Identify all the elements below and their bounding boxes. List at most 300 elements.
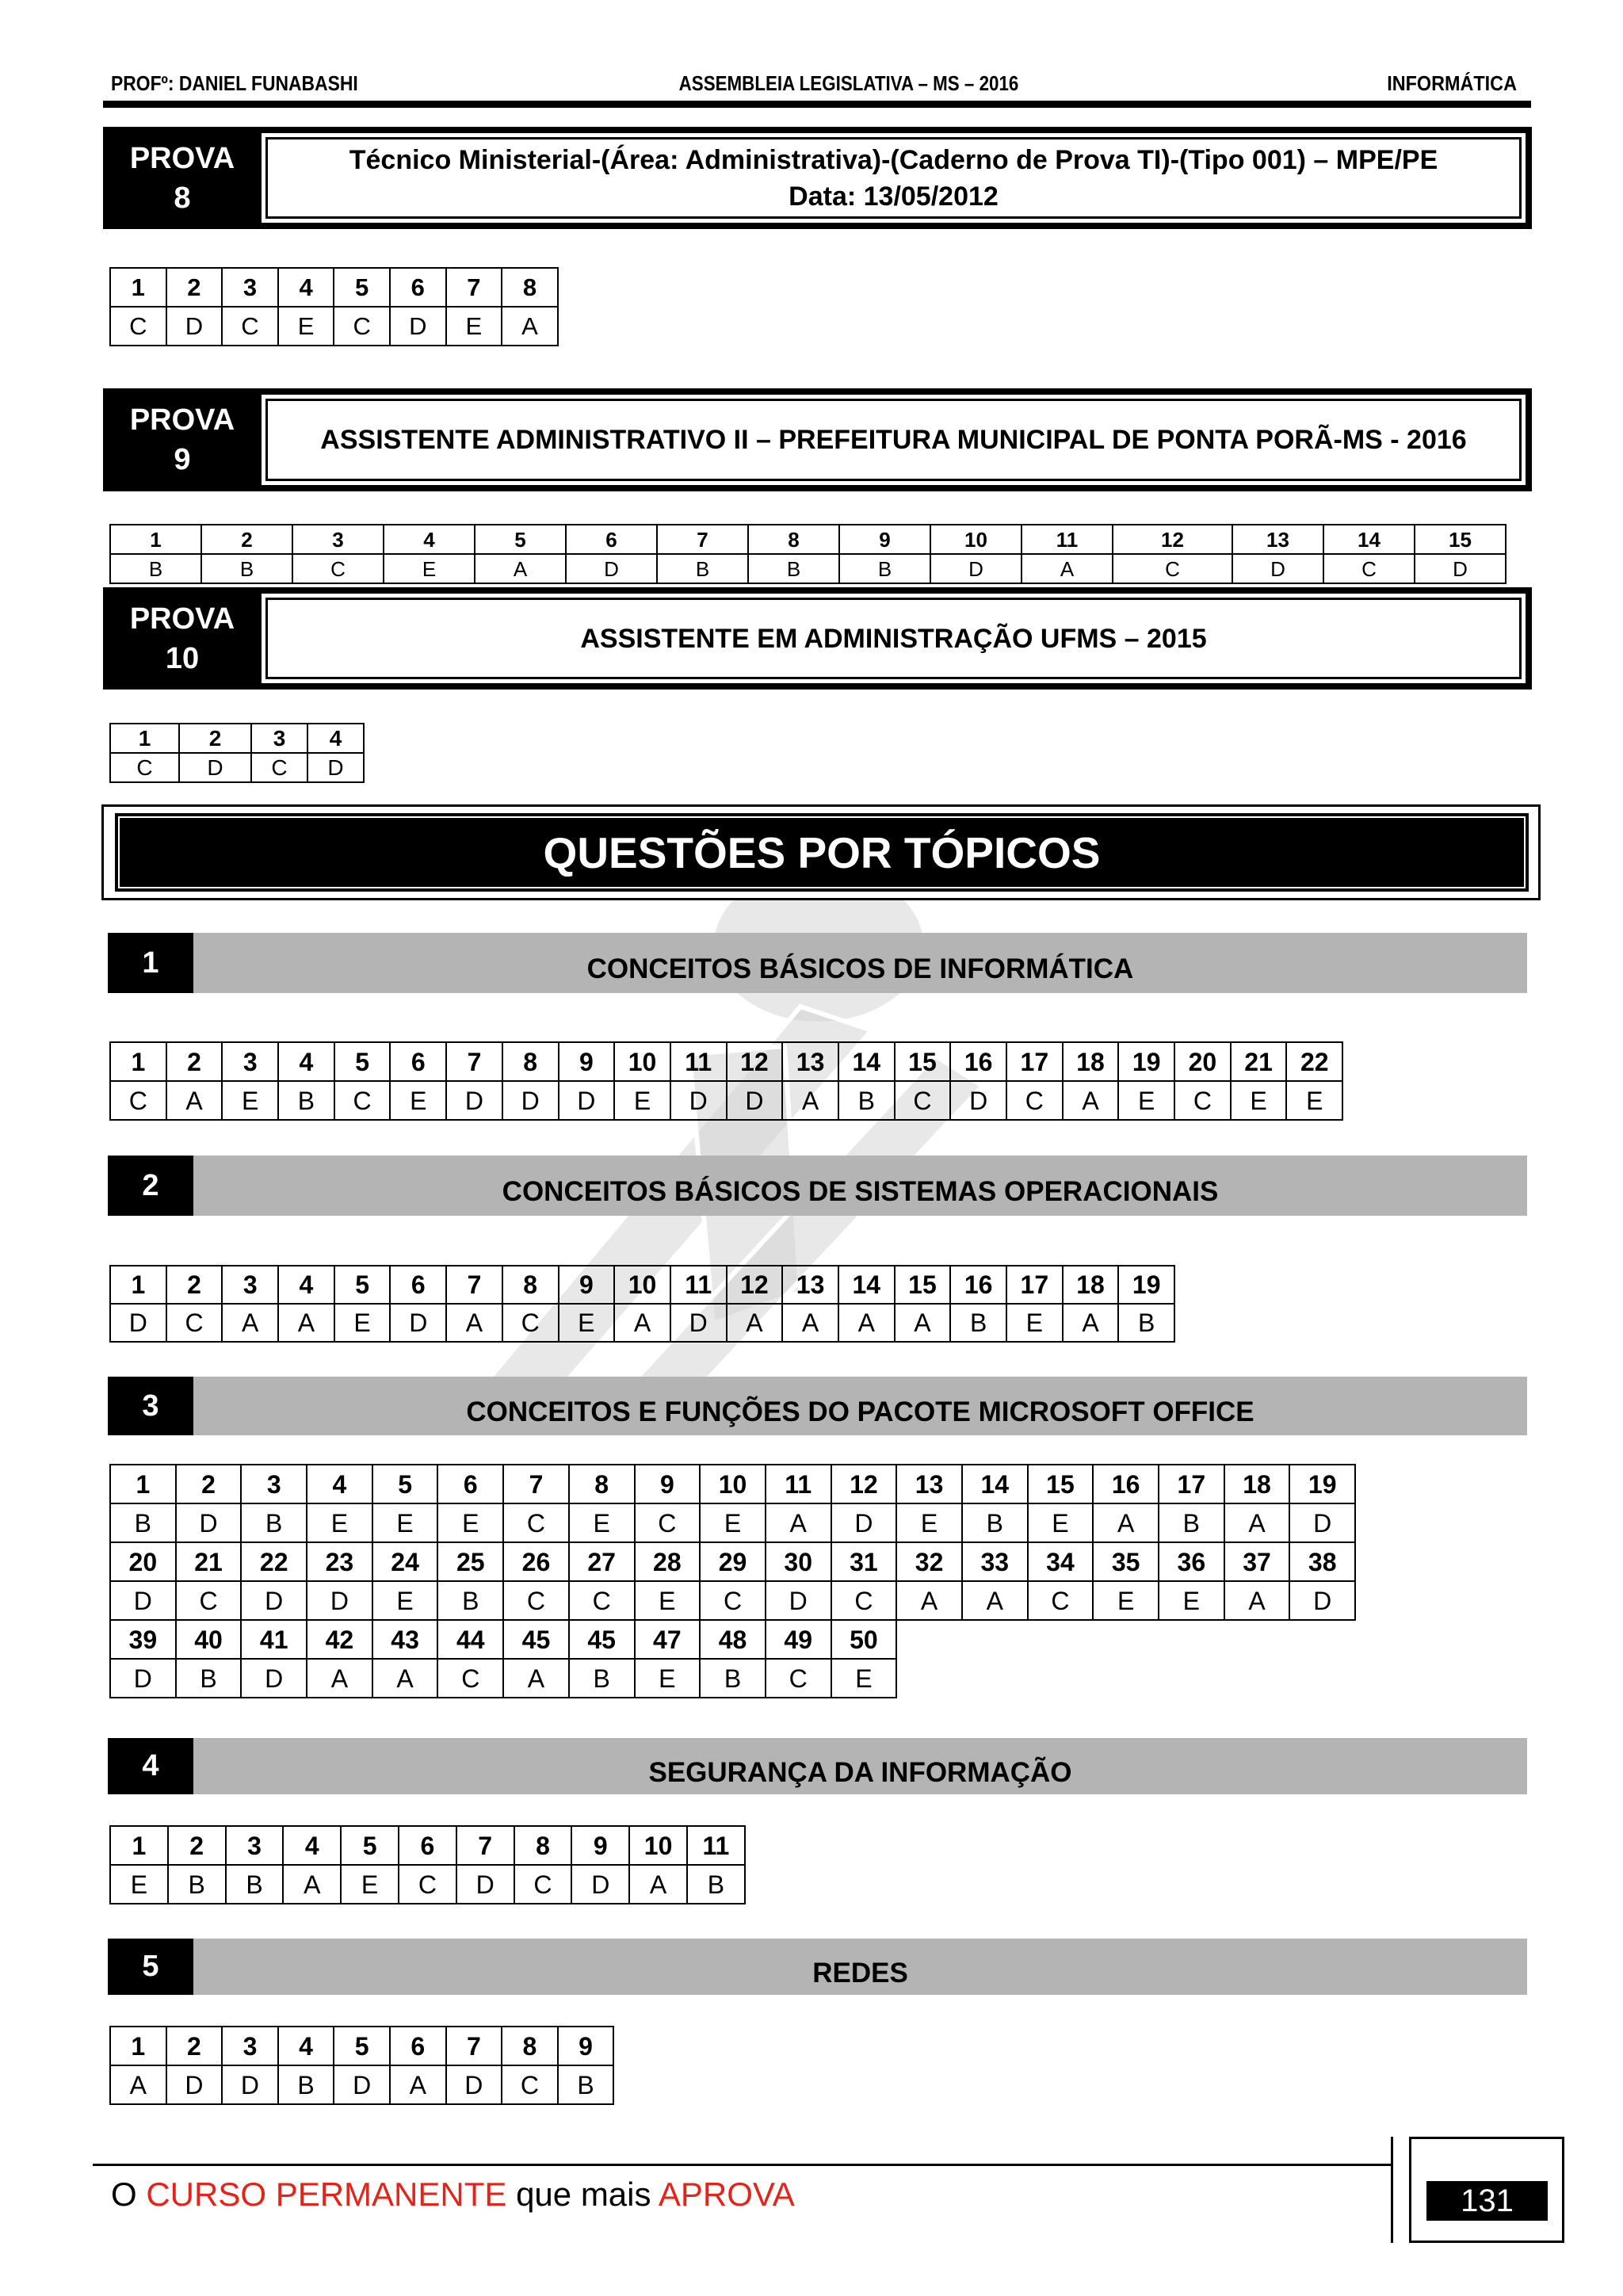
answer-letter-cell: C xyxy=(110,307,166,346)
question-number-cell: 23 xyxy=(307,1542,372,1581)
topic-title: CONCEITOS E FUNÇÕES DO PACOTE MICROSOFT OFFICE xyxy=(466,1396,1254,1427)
answer-key-table xyxy=(109,1464,1356,1698)
question-number-cell: 38 xyxy=(1289,1542,1355,1581)
topic-2-bar xyxy=(108,1156,1527,1216)
answer-letter-cell: E xyxy=(569,1503,635,1542)
question-number-cell: 16 xyxy=(950,1266,1006,1304)
topic-title-band xyxy=(193,1738,1527,1794)
answer-letter-cell: B xyxy=(110,554,201,583)
question-number-cell: 8 xyxy=(502,1266,559,1304)
question-number-cell: 6 xyxy=(566,525,657,554)
question-number-cell: 10 xyxy=(629,1826,687,1865)
answer-letter-cell: D xyxy=(334,2065,390,2104)
answer-letter-cell: A xyxy=(390,2065,446,2104)
question-number-cell: 7 xyxy=(446,1266,502,1304)
prova-8-answer-key xyxy=(109,267,559,346)
question-number-cell: 8 xyxy=(569,1465,635,1503)
question-number-cell: 9 xyxy=(559,1042,615,1081)
question-number-cell: 1 xyxy=(110,1826,168,1865)
answer-letter-cell: C xyxy=(110,753,179,782)
prova-title: Técnico Ministerial-(Área: Administrativa)-(Caderno de Prova TI)-(Tipo 001) – MPE/PE xyxy=(349,144,1438,175)
question-number-cell: 5 xyxy=(475,525,566,554)
answer-letter-cell: C xyxy=(399,1865,456,1904)
answer-letter-cell: C xyxy=(334,307,390,346)
question-number-cell: 17 xyxy=(1006,1266,1063,1304)
answer-letter-cell: C xyxy=(514,1865,572,1904)
answer-letter-cell: B xyxy=(839,554,930,583)
answer-letter-cell: E xyxy=(222,1081,278,1120)
question-number-cell: 14 xyxy=(962,1465,1028,1503)
question-number-cell: 6 xyxy=(390,1042,446,1081)
prova-date: Data: 13/05/2012 xyxy=(789,181,999,212)
prova-title: ASSISTENTE ADMINISTRATIVO II – PREFEITURA MUNICIPAL DE PONTA PORÃ-MS - 2016 xyxy=(320,425,1467,455)
answer-letter-row xyxy=(110,307,558,346)
answer-letter-row xyxy=(110,753,364,782)
answer-letter-cell: D xyxy=(241,1659,307,1698)
answer-key-table xyxy=(109,267,559,346)
question-number-row xyxy=(110,1266,1174,1304)
question-number-row xyxy=(110,525,1506,554)
answer-letter-row xyxy=(110,1659,1355,1698)
prova-title-panel xyxy=(262,133,1526,223)
answer-key-table xyxy=(109,524,1507,584)
answer-letter-cell: D xyxy=(176,1503,242,1542)
question-number-cell: 45 xyxy=(569,1620,635,1659)
answer-letter-cell: A xyxy=(446,1304,502,1342)
question-number-cell: 7 xyxy=(446,2027,502,2065)
answer-letter-cell: A xyxy=(283,1865,341,1904)
question-number-cell: 12 xyxy=(831,1465,897,1503)
answer-letter-cell: E xyxy=(831,1659,897,1698)
question-number-cell: 19 xyxy=(1118,1266,1174,1304)
prova-label-block xyxy=(103,127,262,229)
answer-letter-cell: A xyxy=(502,307,558,346)
topic-title: CONCEITOS BÁSICOS DE INFORMÁTICA xyxy=(586,953,1134,984)
answer-letter-cell: D xyxy=(446,1081,502,1120)
question-number-cell: 3 xyxy=(222,268,278,307)
prova-title-frame xyxy=(265,399,1522,481)
answer-letter-cell: E xyxy=(110,1865,168,1904)
answer-letter-cell: C xyxy=(334,1081,391,1120)
answer-letter-cell: D xyxy=(831,1503,897,1542)
answer-letter-cell: E xyxy=(384,554,475,583)
question-number-cell: 17 xyxy=(1006,1042,1063,1081)
answer-key-table xyxy=(109,1041,1343,1121)
question-number-cell: 4 xyxy=(278,1266,334,1304)
answer-letter-cell: A xyxy=(1063,1081,1119,1120)
question-number-cell: 5 xyxy=(341,1826,399,1865)
question-number-cell: 4 xyxy=(384,525,475,554)
question-number-cell: 27 xyxy=(569,1542,635,1581)
question-number-cell: 3 xyxy=(226,1826,284,1865)
answer-letter-cell: D xyxy=(1289,1581,1355,1620)
question-number-cell: 16 xyxy=(950,1042,1006,1081)
answer-letter-cell: A xyxy=(1224,1581,1290,1620)
answer-letter-cell: D xyxy=(1289,1503,1355,1542)
question-number-cell: 4 xyxy=(278,1042,334,1081)
question-number-cell: 7 xyxy=(503,1465,569,1503)
question-number-cell: 19 xyxy=(1118,1042,1174,1081)
answer-letter-cell: D xyxy=(390,1304,446,1342)
topic-title: REDES xyxy=(812,1957,908,1988)
answer-letter-cell: E xyxy=(437,1503,503,1542)
answer-letter-cell: C xyxy=(110,1081,166,1120)
prova-number: 9 xyxy=(174,443,191,476)
answer-letter-cell: D xyxy=(110,1659,176,1698)
answer-letter-cell: B xyxy=(748,554,839,583)
prova-label-block xyxy=(103,587,262,690)
question-number-cell: 30 xyxy=(766,1542,831,1581)
question-number-cell: 6 xyxy=(390,2027,446,2065)
question-number-cell: 36 xyxy=(1159,1542,1224,1581)
question-number-cell: 10 xyxy=(614,1266,670,1304)
answer-letter-cell: B xyxy=(176,1659,242,1698)
slogan-highlight: CURSO PERMANENTE xyxy=(146,2176,507,2213)
question-number-cell: 2 xyxy=(166,268,223,307)
question-number-cell: 9 xyxy=(559,1266,615,1304)
question-number-cell: 15 xyxy=(1028,1465,1094,1503)
slogan-part: O xyxy=(111,2176,137,2213)
question-number-cell: 29 xyxy=(700,1542,766,1581)
question-number-cell: 12 xyxy=(727,1042,783,1081)
answer-letter-cell: A xyxy=(629,1865,687,1904)
question-number-cell: 8 xyxy=(748,525,839,554)
answer-letter-cell: E xyxy=(390,1081,446,1120)
question-number-row xyxy=(110,2027,613,2065)
footer-rule xyxy=(93,2164,1392,2166)
answer-letter-cell: D xyxy=(166,2065,223,2104)
answer-letter-cell: A xyxy=(222,1304,278,1342)
answer-letter-cell: C xyxy=(437,1659,503,1698)
answer-letter-cell: E xyxy=(372,1503,438,1542)
answer-letter-cell: D xyxy=(571,1865,629,1904)
question-number-cell: 11 xyxy=(687,1826,745,1865)
question-number-cell: 7 xyxy=(657,525,748,554)
answer-letter-cell: C xyxy=(292,554,384,583)
question-number-cell: 9 xyxy=(839,525,930,554)
question-number-cell: 22 xyxy=(1286,1042,1342,1081)
question-number-cell: 1 xyxy=(110,1042,166,1081)
question-number-cell: 13 xyxy=(782,1042,838,1081)
topic-5-answer-key xyxy=(109,2026,614,2105)
question-number-cell: 12 xyxy=(727,1266,783,1304)
answer-letter-cell: C xyxy=(1174,1081,1231,1120)
prova-title-panel xyxy=(262,395,1526,485)
topic-title-band xyxy=(193,1377,1527,1435)
question-number-cell: 28 xyxy=(635,1542,701,1581)
topic-1-answer-key xyxy=(109,1041,1343,1121)
answer-letter-cell: D xyxy=(727,1081,783,1120)
answer-letter-cell: C xyxy=(831,1581,897,1620)
answer-letter-cell: D xyxy=(766,1581,831,1620)
topic-title-band xyxy=(193,1156,1527,1216)
answer-letter-cell: E xyxy=(334,1304,391,1342)
answer-letter-row xyxy=(110,1865,745,1904)
footer-slogan xyxy=(111,2176,795,2214)
question-number-cell: 10 xyxy=(930,525,1022,554)
answer-letter-cell: C xyxy=(895,1081,951,1120)
question-number-cell: 15 xyxy=(895,1266,951,1304)
question-number-cell: 9 xyxy=(571,1826,629,1865)
answer-letter-cell: D xyxy=(446,2065,502,2104)
answer-letter-cell: D xyxy=(502,1081,559,1120)
answer-letter-cell: A xyxy=(895,1304,951,1342)
answer-letter-cell: D xyxy=(110,1304,166,1342)
question-number-cell: 3 xyxy=(251,724,307,753)
question-number-cell: 10 xyxy=(700,1465,766,1503)
answer-letter-cell: A xyxy=(962,1581,1028,1620)
answer-letter-cell: E xyxy=(372,1581,438,1620)
topic-4-bar xyxy=(108,1738,1527,1794)
answer-letter-cell: E xyxy=(700,1503,766,1542)
question-number-cell: 19 xyxy=(1289,1465,1355,1503)
question-number-cell: 6 xyxy=(390,1266,446,1304)
answer-letter-cell: D xyxy=(670,1081,727,1120)
question-number-row xyxy=(110,1620,1355,1659)
question-number-cell: 5 xyxy=(334,268,390,307)
answer-letter-cell: D xyxy=(222,2065,278,2104)
answer-letter-cell: C xyxy=(503,1503,569,1542)
answer-key-table xyxy=(109,2026,614,2105)
answer-letter-cell: D xyxy=(390,307,446,346)
answer-letter-cell: D xyxy=(110,1581,176,1620)
answer-letter-cell: D xyxy=(456,1865,514,1904)
question-number-cell: 50 xyxy=(831,1620,897,1659)
answer-letter-cell: A xyxy=(896,1581,962,1620)
answer-letter-cell: A xyxy=(475,554,566,583)
question-number-row xyxy=(110,268,558,307)
topic-number: 5 xyxy=(108,1939,193,1995)
question-number-cell: 2 xyxy=(166,1042,223,1081)
question-number-cell: 18 xyxy=(1063,1042,1119,1081)
topic-3-bar xyxy=(108,1377,1527,1435)
question-number-cell: 43 xyxy=(372,1620,438,1659)
topic-5-bar xyxy=(108,1939,1527,1995)
answer-letter-cell: D xyxy=(950,1081,1006,1120)
topic-number: 2 xyxy=(108,1156,193,1216)
answer-letter-cell: C xyxy=(766,1659,831,1698)
question-number-cell: 6 xyxy=(437,1465,503,1503)
answer-letter-cell: D xyxy=(930,554,1022,583)
question-number-cell: 1 xyxy=(110,525,201,554)
topic-number: 1 xyxy=(108,933,193,993)
question-number-cell: 35 xyxy=(1093,1542,1159,1581)
question-number-cell: 2 xyxy=(179,724,251,753)
prova-number: 8 xyxy=(174,181,191,215)
answer-letter-row xyxy=(110,2065,613,2104)
answer-letter-cell: C xyxy=(503,1581,569,1620)
question-number-cell: 13 xyxy=(896,1465,962,1503)
question-number-cell: 10 xyxy=(614,1042,670,1081)
answer-letter-cell: B xyxy=(1118,1304,1174,1342)
answer-letter-cell: A xyxy=(1063,1304,1119,1342)
question-number-cell: 15 xyxy=(895,1042,951,1081)
answer-letter-cell: A xyxy=(614,1304,670,1342)
prova-title-frame xyxy=(265,137,1522,219)
question-number-cell: 5 xyxy=(372,1465,438,1503)
question-number-cell: 25 xyxy=(437,1542,503,1581)
answer-letter-cell: D xyxy=(1415,554,1506,583)
answer-letter-cell: C xyxy=(176,1581,242,1620)
answer-letter-cell: A xyxy=(110,2065,166,2104)
answer-letter-cell: B xyxy=(437,1581,503,1620)
answer-key-table xyxy=(109,1265,1175,1343)
question-number-cell: 3 xyxy=(222,2027,278,2065)
question-number-cell: 39 xyxy=(110,1620,176,1659)
topic-2-answer-key xyxy=(109,1265,1175,1343)
answer-letter-cell: E xyxy=(446,307,502,346)
question-number-cell: 47 xyxy=(635,1620,701,1659)
question-number-row xyxy=(110,1465,1355,1503)
topic-4-answer-key xyxy=(109,1825,746,1904)
question-number-cell: 31 xyxy=(831,1542,897,1581)
question-number-cell: 1 xyxy=(110,268,166,307)
question-number-cell: 6 xyxy=(390,268,446,307)
answer-letter-cell: E xyxy=(1231,1081,1287,1120)
question-number-cell: 4 xyxy=(283,1826,341,1865)
question-number-cell: 13 xyxy=(1232,525,1323,554)
answer-letter-cell: A xyxy=(166,1081,223,1120)
answer-letter-cell: B xyxy=(168,1865,226,1904)
answer-letter-cell: C xyxy=(251,753,307,782)
question-number-cell: 18 xyxy=(1063,1266,1119,1304)
header-author: PROFº: DANIEL FUNABASHI xyxy=(111,71,358,95)
question-number-cell: 2 xyxy=(176,1465,242,1503)
slogan-part: que mais xyxy=(516,2176,651,2213)
question-number-cell: 45 xyxy=(503,1620,569,1659)
answer-letter-cell: C xyxy=(700,1581,766,1620)
answer-letter-cell: D xyxy=(559,1081,615,1120)
question-number-cell: 5 xyxy=(334,1042,391,1081)
answer-letter-cell: B xyxy=(278,1081,334,1120)
question-number-cell: 1 xyxy=(110,1465,176,1503)
answer-letter-cell: A xyxy=(372,1659,438,1698)
answer-letter-cell: D xyxy=(566,554,657,583)
answer-letter-cell: C xyxy=(502,1304,559,1342)
section-banner-fill xyxy=(115,813,1529,892)
answer-letter-cell: E xyxy=(635,1659,701,1698)
question-number-cell: 5 xyxy=(334,1266,391,1304)
answer-letter-cell: A xyxy=(782,1304,838,1342)
answer-letter-cell: E xyxy=(307,1503,372,1542)
answer-letter-cell: C xyxy=(502,2065,558,2104)
question-number-cell: 7 xyxy=(446,268,502,307)
topic-1-bar xyxy=(108,933,1527,993)
question-number-cell: 16 xyxy=(1093,1465,1159,1503)
answer-letter-cell: B xyxy=(657,554,748,583)
answer-letter-cell: C xyxy=(166,1304,223,1342)
topic-title: CONCEITOS BÁSICOS DE SISTEMAS OPERACIONAIS xyxy=(502,1176,1219,1207)
prova-label: PROVA xyxy=(129,602,235,636)
question-number-cell: 13 xyxy=(782,1266,838,1304)
prova-9-answer-key xyxy=(109,524,1507,584)
answer-letter-cell: B xyxy=(950,1304,1006,1342)
question-number-cell: 4 xyxy=(307,1465,372,1503)
answer-key-table xyxy=(109,723,365,783)
question-number-cell: 1 xyxy=(110,1266,166,1304)
question-number-cell: 1 xyxy=(110,724,179,753)
answer-letter-cell: E xyxy=(278,307,334,346)
answer-letter-row xyxy=(110,1503,1355,1542)
topic-title-band xyxy=(193,1939,1527,1995)
answer-letter-cell: B xyxy=(278,2065,334,2104)
answer-letter-row xyxy=(110,1081,1342,1120)
topic-number: 4 xyxy=(108,1738,193,1794)
question-number-cell: 42 xyxy=(307,1620,372,1659)
page-number: 131 xyxy=(1426,2181,1548,2221)
question-number-cell: 33 xyxy=(962,1542,1028,1581)
answer-letter-cell: B xyxy=(569,1659,635,1698)
question-number-cell: 48 xyxy=(700,1620,766,1659)
page-number-box xyxy=(1409,2137,1564,2243)
header-subject: INFORMÁTICA xyxy=(1387,71,1517,95)
prova-label: PROVA xyxy=(129,141,235,175)
question-number-row xyxy=(110,1826,745,1865)
prova-8-header xyxy=(103,127,1532,229)
section-banner-frame xyxy=(118,816,1526,888)
question-number-cell: 6 xyxy=(399,1826,456,1865)
question-number-cell: 2 xyxy=(168,1826,226,1865)
answer-letter-cell: E xyxy=(1006,1304,1063,1342)
answer-letter-cell: B xyxy=(1159,1503,1224,1542)
prova-title-frame xyxy=(265,598,1522,679)
answer-letter-cell: B xyxy=(687,1865,745,1904)
question-number-cell: 15 xyxy=(1415,525,1506,554)
prova-label-block xyxy=(103,388,262,491)
question-number-row xyxy=(110,1042,1342,1081)
answer-letter-cell: A xyxy=(278,1304,334,1342)
answer-letter-row xyxy=(110,1304,1174,1342)
answer-letter-cell: E xyxy=(1118,1081,1174,1120)
question-number-cell: 12 xyxy=(1113,525,1232,554)
question-number-cell: 17 xyxy=(1159,1465,1224,1503)
answer-letter-cell: A xyxy=(727,1304,783,1342)
question-number-cell: 3 xyxy=(241,1465,307,1503)
question-number-cell: 8 xyxy=(502,268,558,307)
prova-10-answer-key xyxy=(109,723,365,783)
question-number-cell: 2 xyxy=(166,2027,223,2065)
answer-letter-cell: B xyxy=(838,1081,895,1120)
question-number-cell: 14 xyxy=(838,1042,895,1081)
answer-letter-cell: E xyxy=(614,1081,670,1120)
answer-letter-cell: C xyxy=(1028,1581,1094,1620)
answer-letter-cell: C xyxy=(1006,1081,1063,1120)
answer-letter-cell: D xyxy=(307,1581,372,1620)
answer-letter-cell: E xyxy=(1286,1081,1342,1120)
answer-letter-row xyxy=(110,554,1506,583)
answer-letter-cell: D xyxy=(1232,554,1323,583)
question-number-cell: 40 xyxy=(176,1620,242,1659)
answer-letter-row xyxy=(110,1581,1355,1620)
question-number-cell: 3 xyxy=(222,1042,278,1081)
prova-number: 10 xyxy=(165,641,200,675)
question-number-cell: 3 xyxy=(222,1266,278,1304)
header-exam-title: ASSEMBLEIA LEGISLATIVA – MS – 2016 xyxy=(678,71,1019,95)
question-number-cell: 3 xyxy=(292,525,384,554)
question-number-cell: 8 xyxy=(502,1042,559,1081)
answer-letter-cell: C xyxy=(635,1503,701,1542)
answer-letter-cell: A xyxy=(503,1659,569,1698)
answer-letter-cell: E xyxy=(559,1304,615,1342)
question-number-row xyxy=(110,724,364,753)
answer-letter-cell: C xyxy=(1323,554,1415,583)
question-number-cell: 8 xyxy=(514,1826,572,1865)
header-rule xyxy=(103,101,1531,108)
answer-key-table xyxy=(109,1825,746,1904)
question-number-cell: 7 xyxy=(446,1042,502,1081)
answer-letter-cell: A xyxy=(782,1081,838,1120)
question-number-cell: 9 xyxy=(558,2027,614,2065)
